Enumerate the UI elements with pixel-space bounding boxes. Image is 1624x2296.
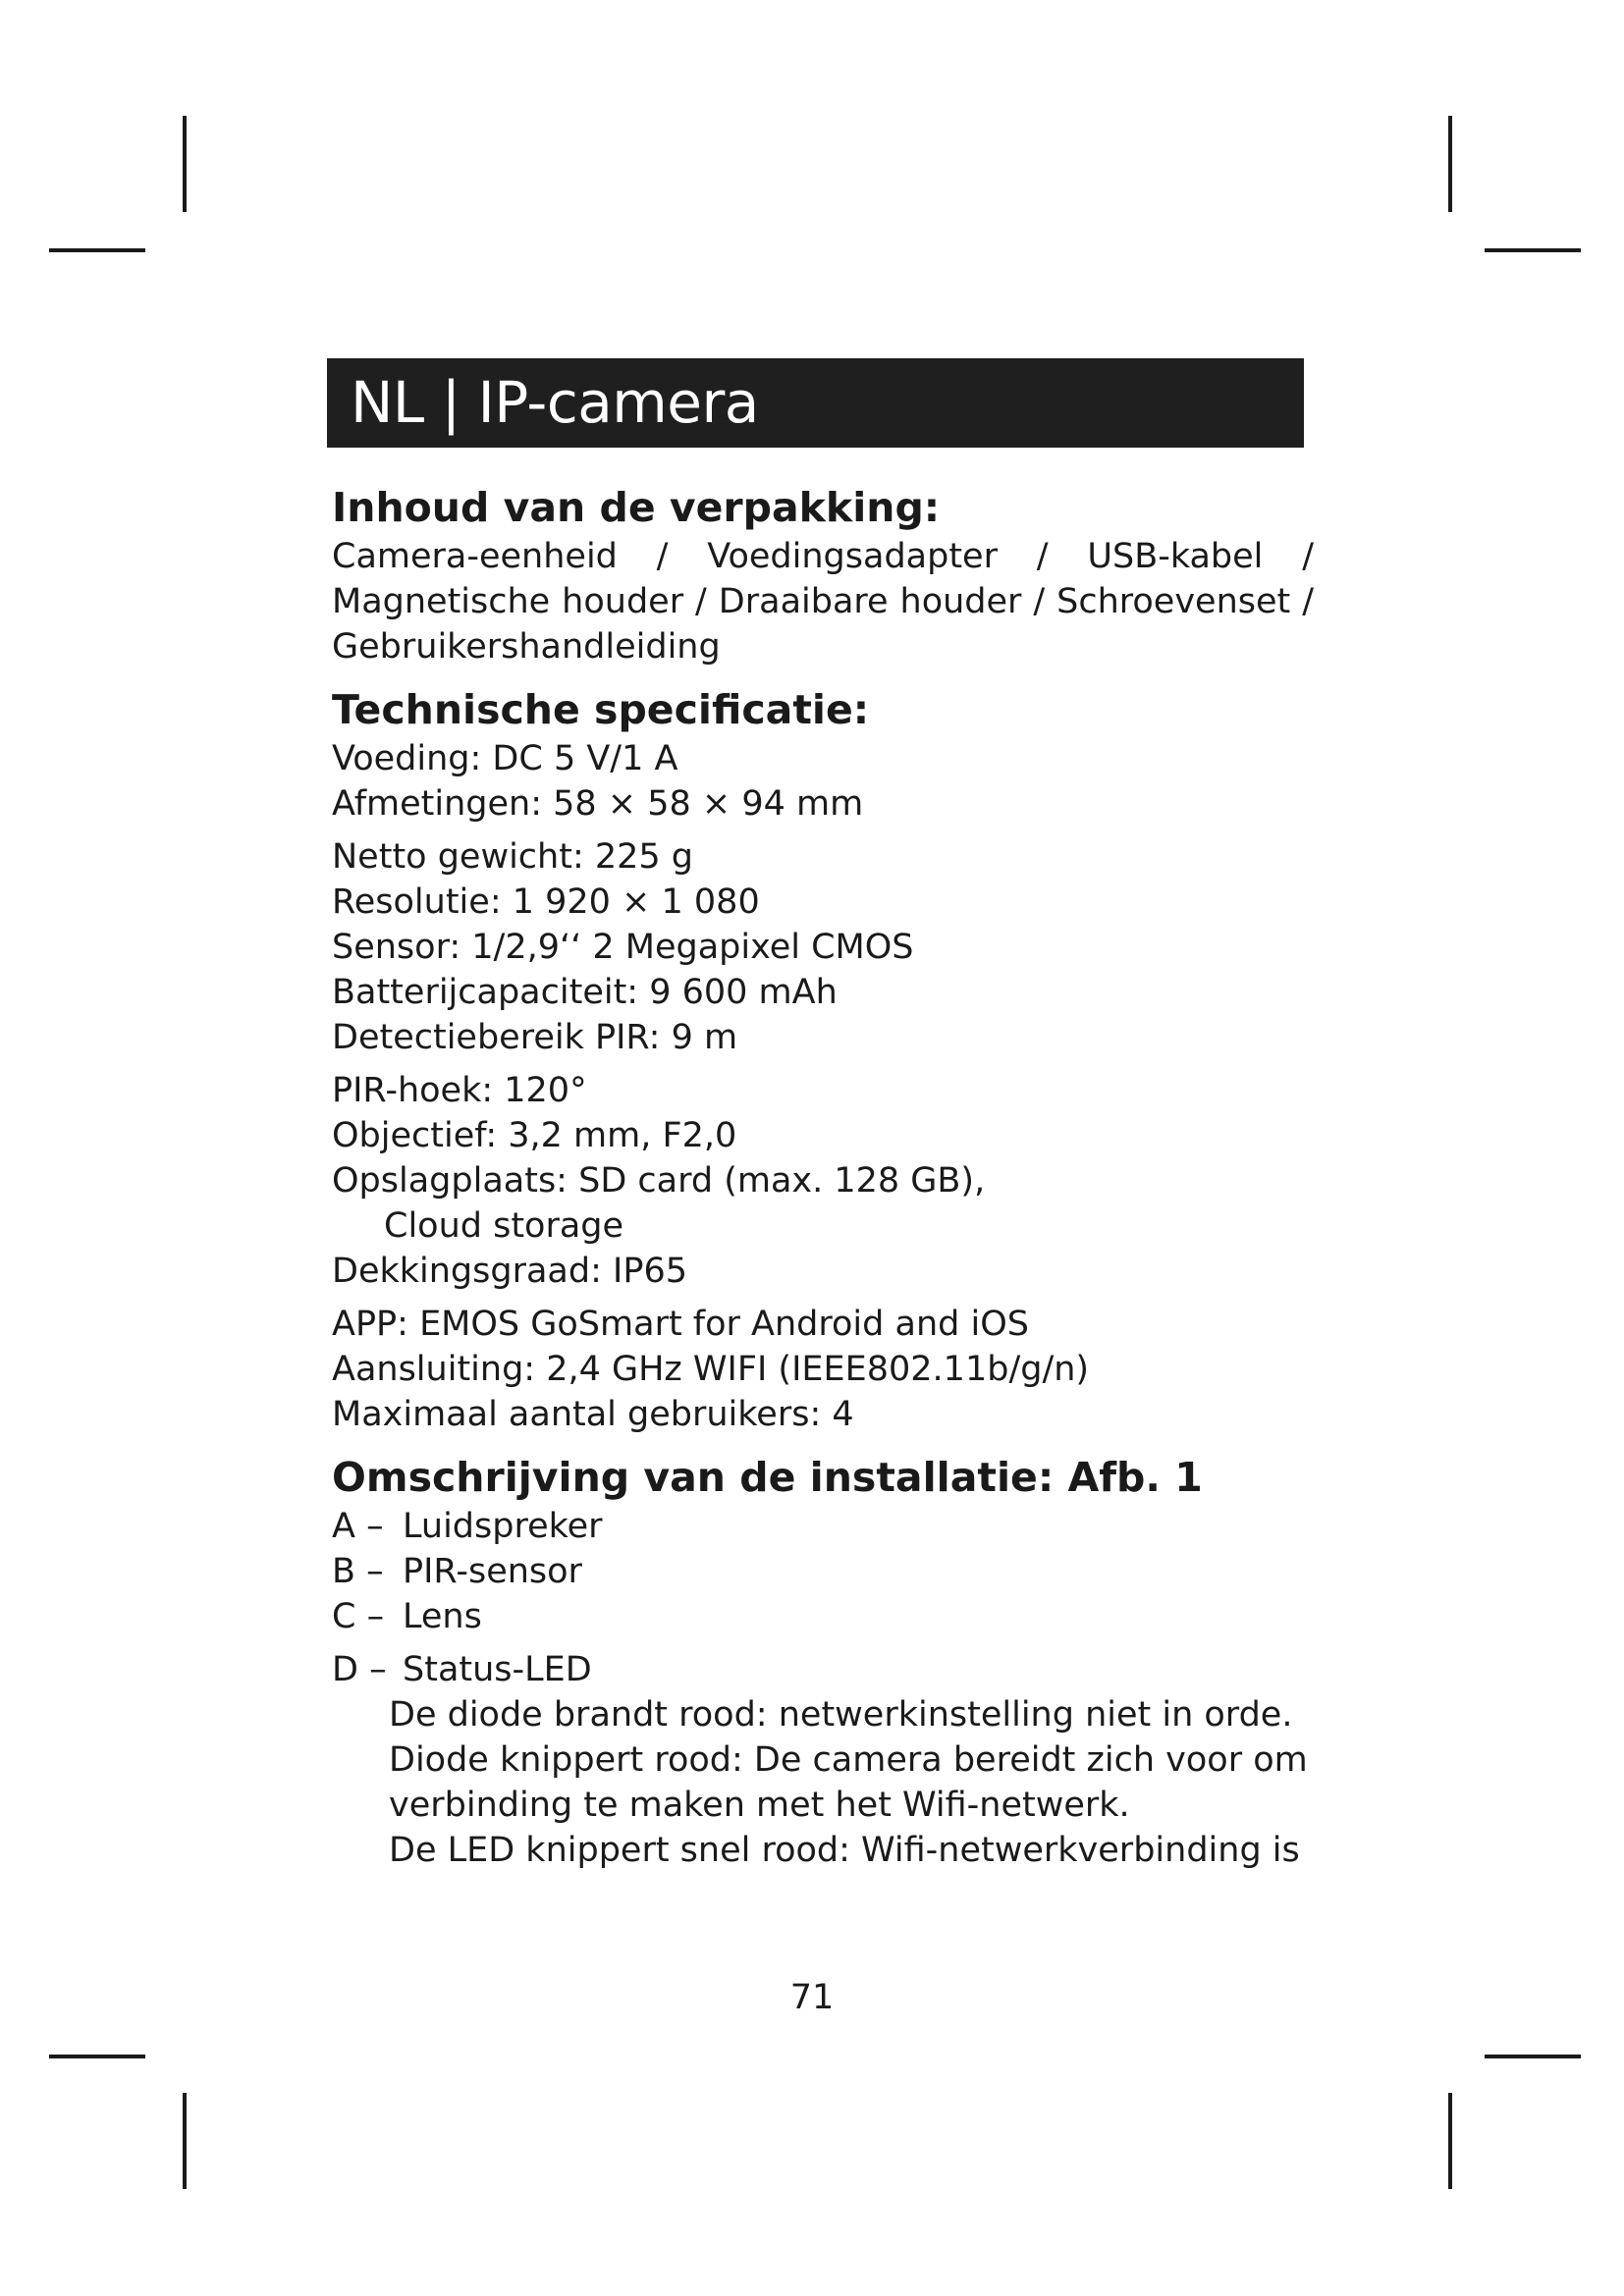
crop-mark-bottom-left-horizontal bbox=[49, 2055, 145, 2058]
legend-key: D – bbox=[332, 1650, 387, 1689]
legend-item bbox=[332, 1594, 1314, 1639]
spec-line: Detectiebereik PIR: 9 m bbox=[332, 1018, 738, 1057]
legend-item bbox=[332, 1504, 1314, 1549]
legend-label: PIR-sensor bbox=[403, 1552, 582, 1591]
legend-label: Luidspreker bbox=[403, 1507, 603, 1546]
page-title-bar bbox=[327, 358, 1304, 448]
spec-line: Dekkingsgraad: IP65 bbox=[332, 1252, 687, 1291]
crop-mark-top-right-horizontal bbox=[1485, 248, 1581, 252]
spec-line: Batterijcapaciteit: 9 600 mAh bbox=[332, 973, 838, 1012]
spec-line: Voeding: DC 5 V/1 A bbox=[332, 739, 678, 778]
document-body bbox=[332, 481, 1314, 1873]
legend-item bbox=[332, 1549, 1314, 1594]
spec-line: Maximaal aantal gebruikers: 4 bbox=[332, 1395, 854, 1434]
legend-key: C – bbox=[332, 1597, 385, 1636]
legend-key: B – bbox=[332, 1552, 384, 1591]
installation-legend bbox=[332, 1504, 1314, 1873]
led-description-line: De LED knippert snel rood: Wifi-netwerkverbinding is bbox=[389, 1831, 1300, 1870]
legend-item bbox=[332, 1647, 1314, 1692]
spec-line: Netto gewicht: 225 g bbox=[332, 837, 694, 877]
spec-line-continued: Cloud storage bbox=[384, 1206, 624, 1246]
legend-label: Status-LED bbox=[403, 1650, 592, 1689]
led-description-line: Diode knippert rood: De camera bereidt zich voor om bbox=[389, 1740, 1308, 1780]
spec-line: APP: EMOS GoSmart for Android and iOS bbox=[332, 1305, 1029, 1344]
crop-mark-bottom-right-vertical bbox=[1448, 2093, 1452, 2189]
spec-line: Aansluiting: 2,4 GHz WIFI (IEEE802.11b/g/n) bbox=[332, 1350, 1090, 1389]
page-title: NL | IP-camera bbox=[351, 369, 759, 436]
contents-heading: Inhoud van de verpakking: bbox=[332, 484, 941, 531]
crop-mark-top-left-vertical bbox=[183, 116, 187, 212]
spec-line: Afmetingen: 58 × 58 × 94 mm bbox=[332, 784, 864, 824]
crop-mark-bottom-right-horizontal bbox=[1485, 2055, 1581, 2058]
page-number: 71 bbox=[789, 1978, 835, 2017]
crop-mark-top-left-horizontal bbox=[49, 248, 145, 252]
legend-key: A – bbox=[332, 1507, 384, 1546]
crop-mark-bottom-left-vertical bbox=[183, 2093, 187, 2189]
specs-list bbox=[332, 736, 1314, 1437]
spec-line: Opslagplaats: SD card (max. 128 GB), bbox=[332, 1161, 986, 1201]
specs-heading: Technische specificatie: bbox=[332, 686, 870, 733]
installation-heading: Omschrijving van de installatie: Afb. 1 bbox=[332, 1454, 1203, 1501]
contents-text: Camera-eenheid / Voedingsadapter / USB-kabel / Magnetische houder / Draaibare houder / Schroevenset / Gebruikershandleiding bbox=[332, 537, 1314, 667]
led-description-line: De diode brandt rood: netwerkinstelling niet in orde. bbox=[389, 1695, 1293, 1735]
legend-label: Lens bbox=[403, 1597, 482, 1636]
spec-line: Objectief: 3,2 mm, F2,0 bbox=[332, 1116, 737, 1155]
spec-line: Sensor: 1/2,9‘‘ 2 Megapixel CMOS bbox=[332, 928, 914, 967]
spec-line: Resolutie: 1 920 × 1 080 bbox=[332, 882, 760, 922]
spec-line: PIR-hoek: 120° bbox=[332, 1071, 587, 1110]
crop-mark-top-right-vertical bbox=[1448, 116, 1452, 212]
led-description-line: verbinding te maken met het Wifi-netwerk. bbox=[389, 1786, 1130, 1825]
